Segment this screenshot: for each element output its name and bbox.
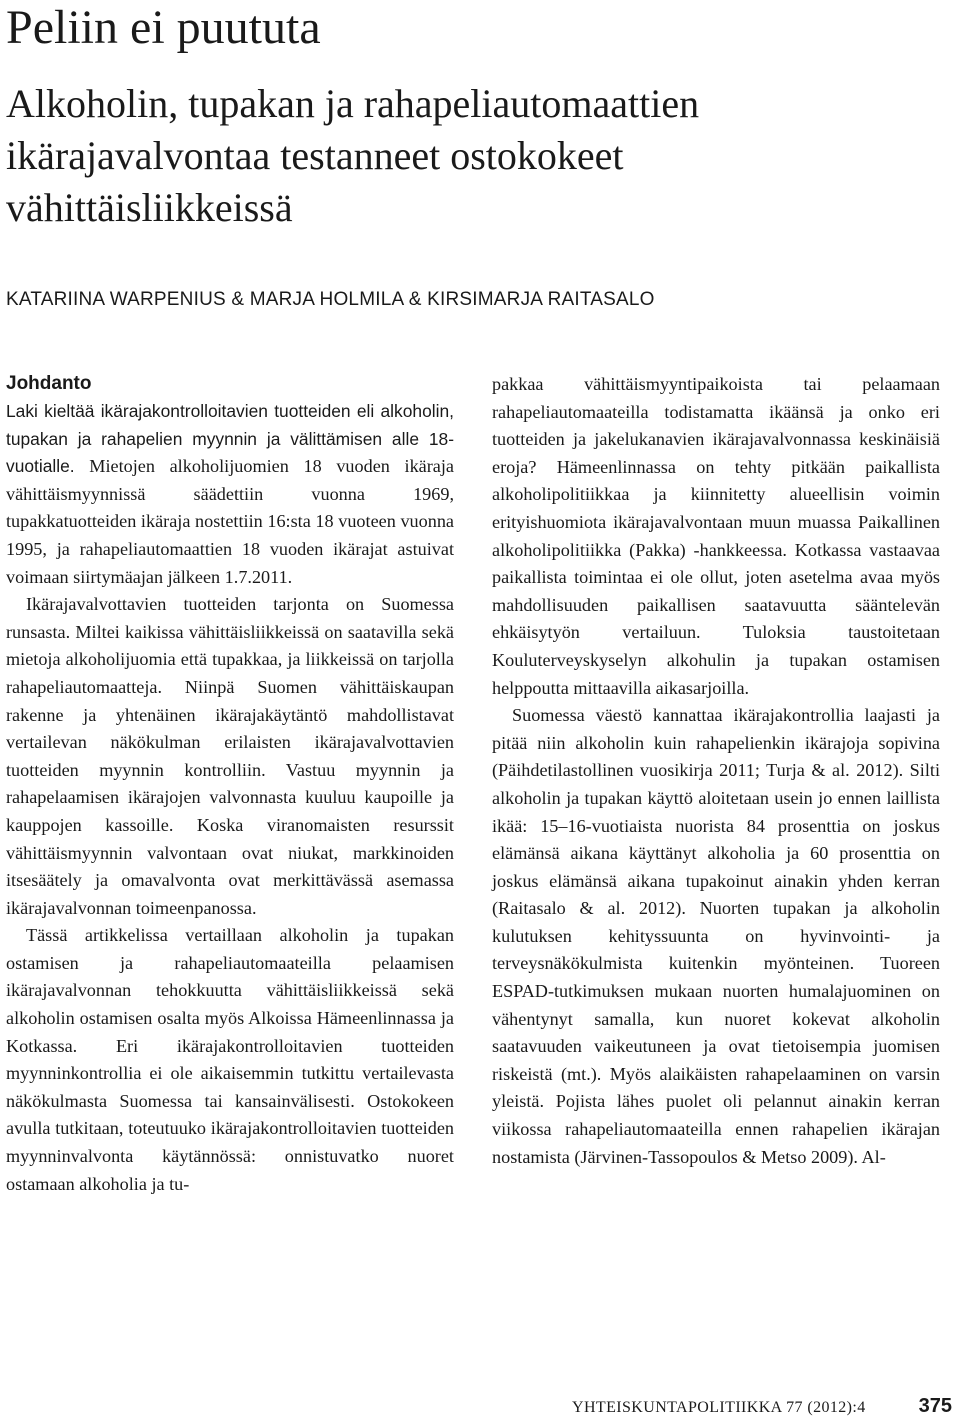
- page-number: 375: [918, 1395, 952, 1417]
- page-footer: [572, 1396, 956, 1420]
- author-list: KATARIINA WARPENIUS & MARJA HOLMILA & KIRSIMARJA RAITASALO: [6, 289, 655, 310]
- section-heading: Johdanto: [6, 373, 92, 394]
- subtitle-line: Alkoholin, tupakan ja rahapeliautomaattien: [6, 81, 700, 126]
- subtitle-line: vähittäisliikkeissä: [6, 185, 293, 230]
- paragraph: Suomessa väestö kannattaa ikärajakontrollia laajasti ja pitää niin alkoholin kuin rahapelienkin ikärajoja sopivina (Päihdetilastollinen vuosikirja 2011; Turja & al. 2012). Silti alkoholin ja tupakan käyttö aloitetaan usein jo ennen laillista ikää: 15–16-vuotiaista nuorista 84 prosenttia on joskus elämänsä aikana käyttänyt alkoholia ja 60 prosenttia on joskus elämänsä aikana tupakoinut ainakin yhden kerran (Raitasalo & al. 2012). Nuorten tupakan ja alkoholin kulutuksen kehityssuunta on hyvinvointi- ja terveysnäkökulmista kuitenkin myönteinen. Tuoreen ESPAD-tutkimuksen mukaan nuorten humalajuominen on vähentynyt samalla, kun nuoret kokevat alkoholin saatavuuden vaikeutuneen ja ovat tietoisempia juomisen riskeistä (mt.). Myös alaikäisten rahapelaaminen on varsin yleistä. Pojista lähes puolet oli pelannut ainakin kerran viikossa rahapeliautomaateilla ennen rahapelien ikärajan nostamista (Järvinen-Tassopoulos & Metso 2009). Al-: [492, 705, 940, 1167]
- subtitle-line: ikärajavalvontaa testanneet ostokokeet: [6, 133, 624, 178]
- paragraph: Ikärajavalvottavien tuotteiden tarjonta on Suomessa runsasta. Miltei kaikissa vähittäisliikkeissä on saatavilla sekä mietoja alkoholijuomia että tupakkaa, ja liikkeissä on tarjolla rahapeliautomaatteja. Niinpä Suomen vähittäiskaupan rakenne ja yhtenäinen ikärajakäytäntö mahdollistavat vertailevan näkökulman erilaisten ikärajavalvottavien tuotteiden myynnin kontrolliin. Vastuu myynnin ja rahapelaamisen ikärajojen valvonnasta kuuluu kaupoille ja kauppojen kassoille. Koska viranomaisten resurssit vähittäismyynnin valvontaan ovat niukat, markkinoiden itsesäätely ja omavalvonta ovat merkittävässä asemassa ikärajavalvonnan toimeenpanossa.: [6, 594, 454, 918]
- article-title: Peliin ei puututa: [6, 1, 321, 54]
- journal-citation: YHTEISKUNTAPOLITIIKKA 77 (2012):4: [572, 1399, 866, 1416]
- article-subtitle: [6, 78, 946, 234]
- paragraph: [6, 398, 454, 591]
- paragraph: Tässä artikkelissa vertaillaan alkoholin ja tupakan ostamisen ja rahapeliautomaateilla pelaamisen ikärajavalvonnan tehokkuutta vähittäisliikkeissä sekä alkoholin ostamisen osalta myös Alkoissa Hämeenlinnassa ja Kotkassa. Eri ikärajakontrolloitavien tuotteiden myynninkontrollia ei ole aikaisemmin tutkittu vertailevasta näkökulmasta Suomessa tai kansainvälisesti. Ostokokeen avulla tutkitaan, toteutuuko ikärajakontrolloitavien tuotteiden myynninvalvonta käytännössä: onnistuvatko nuoret ostamaan alkoholia ja tu-: [6, 925, 454, 1194]
- body-column-left: [6, 370, 454, 1198]
- paragraph-text: Mietojen alkoholijuomien 18 vuoden ikäraja vähittäismyynnissä säädettiin vuonna 1969, tupakkatuotteiden ikäraja nostettiin 16:sta 18 vuoteen vuonna 1995, ja rahapeliautomaattien 18 vuoden ikärajat astuivat voimaan siirtymäajan jälkeen 1.7.2011.: [6, 456, 454, 587]
- lead-text: Laki kieltää ikärajakontrolloitavien tuotteiden eli alkoholin, tupakan ja rahapelien myynnin ja välittämisen alle 18-vuotialle.: [6, 401, 454, 477]
- paragraph: pakkaa vähittäismyyntipaikoista tai pelaamaan rahapeliautomaateilla todistamatta ikäänsä ja onko eri tuotteiden ja jakelukanavien ikärajavalvonnassa keskinäisiä eroja? Hämeenlinnassa on tehty pitkään paikallista alkoholipolitiikkaa ja kiinnitetty alueellisin voimin erityishuomiota ikärajavalvontaan muun muassa Paikallinen alkoholipolitiikka (Pakka) -hankkeessa. Kotkassa vastaavaa paikallista toimintaa ei ole ollut, joten asetelma avaa myös mahdollisuuden paikallisen saatavuutta sääntelevän ehkäisytyön vertailuun. Tuloksia taustoitetaan Kouluterveyskyselyn alkohulin ja tupakan ostamisen helppoutta mittaavilla aikasarjoilla.: [492, 374, 940, 698]
- body-column-right: [492, 371, 940, 1171]
